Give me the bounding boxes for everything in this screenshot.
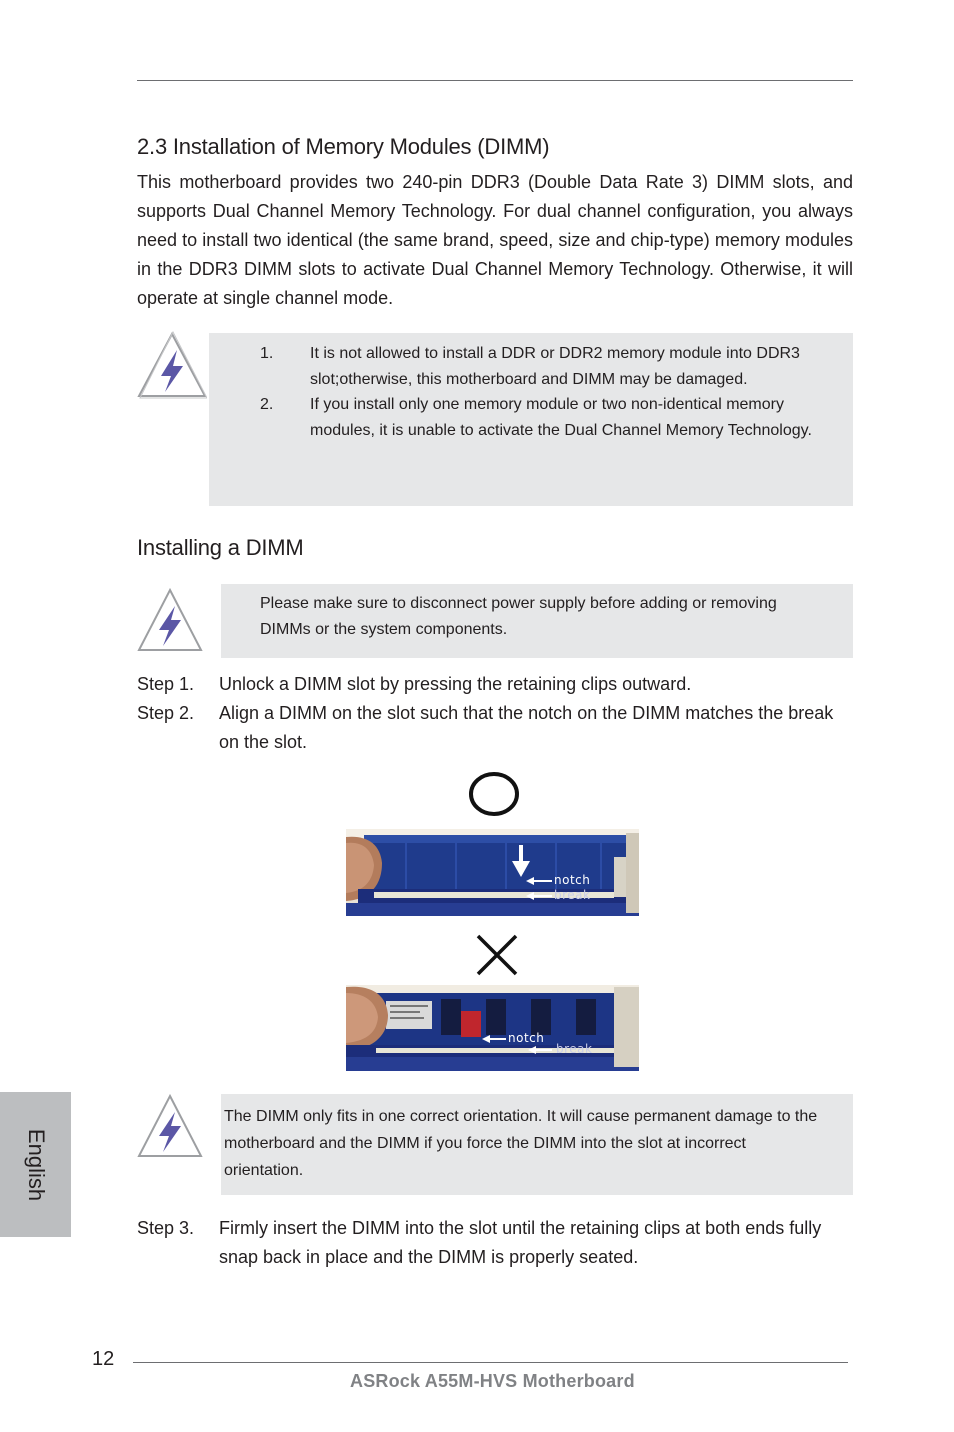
subsection-title: Installing a DIMM <box>137 535 304 560</box>
language-side-tab <box>0 1092 71 1237</box>
dimm-correct-photo <box>346 829 639 916</box>
section-title: 2.3 Installation of Memory Modules (DIMM) <box>137 134 550 159</box>
step-1: Step 1. Unlock a DIMM slot by pressing the retaining clips outward. <box>137 674 692 694</box>
caution-item: 2. If you install only one memory module or two non-identical memory modules, it is unable to activate the Dual Channel Memory Technology. <box>260 396 812 439</box>
language-label: English <box>23 1128 49 1201</box>
warning-icon <box>137 1092 207 1162</box>
caution-orientation-text: The DIMM only fits in one correct orientation. It will cause permanent damage to the motherboard and the DIMM if you force the DIMM into the slot at incorrect orientation. <box>224 1108 818 1179</box>
caution-list <box>260 341 820 443</box>
page-number: 12 <box>92 1348 115 1370</box>
intro-paragraph: This motherboard provides two 240-pin DDR3 (Double Data Rate 3) DIMM slots, and supports Dual Channel Memory Technology. For dual channel configuration, you always need to install two identical (the same brand, speed, size and chip-type) memory modules in the DDR3 DIMM slots to activate Dual Channel Memory Technology. Otherwise, it will operate at single channel mode. <box>137 172 853 308</box>
correct-circle-icon <box>468 770 522 818</box>
footer-rule <box>133 1362 848 1363</box>
header-rule <box>137 80 853 81</box>
break-label: break <box>556 1042 593 1056</box>
break-label: break <box>554 888 591 902</box>
notch-label: notch <box>508 1031 545 1045</box>
step-2: Step 2. Align a DIMM on the slot such that the notch on the DIMM matches the break on the slot. <box>137 703 834 752</box>
warning-icon <box>137 330 207 400</box>
step-3: Step 3. Firmly insert the DIMM into the slot until the retaining clips at both ends fully snap back in place and the DIMM is properly seated. <box>137 1218 822 1267</box>
caution-power-text: Please make sure to disconnect power supply before adding or removing DIMMs or the system components. <box>260 595 777 638</box>
incorrect-x-icon <box>474 933 520 977</box>
notch-label: notch <box>554 873 591 887</box>
caution-item: 1. It is not allowed to install a DDR or DDR2 memory module into DDR3 slot;otherwise, this motherboard and DIMM may be damaged. <box>260 345 800 388</box>
footer-title: ASRock A55M-HVS Motherboard <box>350 1371 635 1391</box>
warning-icon <box>137 586 207 656</box>
dimm-incorrect-photo <box>346 985 639 1071</box>
